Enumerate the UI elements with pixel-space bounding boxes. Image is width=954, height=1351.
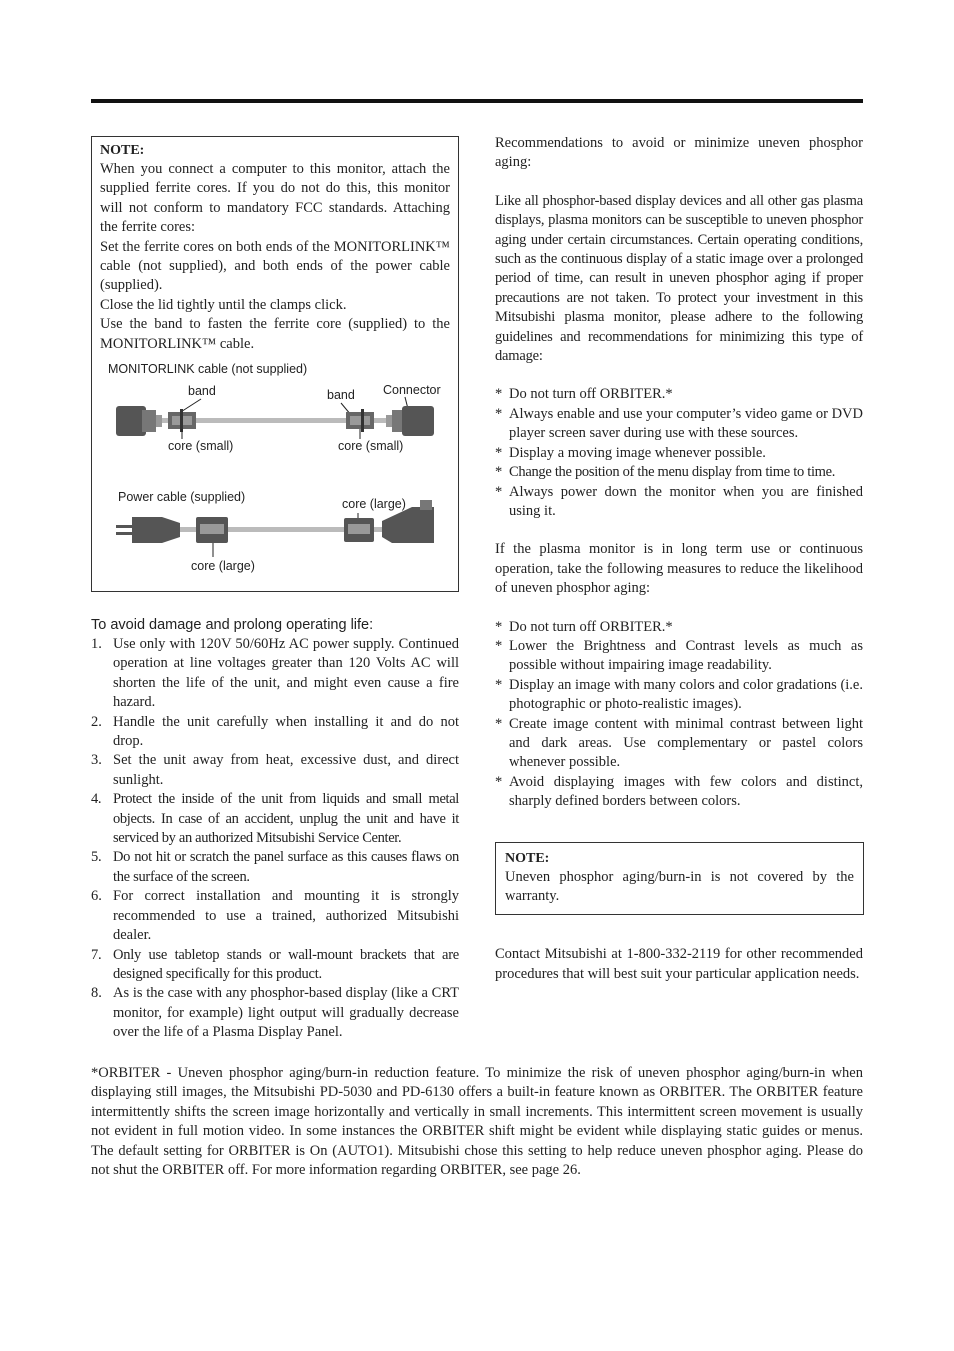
core-small-label-left: core (small) xyxy=(168,439,234,453)
list-item: * Do not turn off ORBITER.* xyxy=(495,386,673,403)
note-title: NOTE: xyxy=(505,850,550,866)
list-item: * Always enable and use your computer’s video game or DVD player screen saver during use with these sources. xyxy=(495,405,863,442)
dvi-plug-right-icon xyxy=(386,406,434,436)
list-item: * Display an image with many colors and color gradations (i.e. photographic or photo-realistic images). xyxy=(495,676,863,713)
recommendations-list-2 xyxy=(495,618,863,812)
dvi-plug-left-icon xyxy=(116,406,162,436)
recommendations-paragraph-1: Like all phosphor-based display devices and all other gas plasma displays, plasma monitors can be susceptible to uneven phosphor aging under certain circumstances. Certain operating conditions, such as the continuous display of a static image over a prolonged period of time, can result in uneven phosphor aging if proper precautions are not taken. To protect your investment in this Mitsubishi plasma monitor, please adhere to the following guidelines and recommendations for minimizing this type of damage: xyxy=(495,192,863,365)
damage-list xyxy=(91,635,459,1043)
list-item: 6. For correct installation and mounting it is strongly recommended to use a trained, authorized Mitsubishi dealer. xyxy=(91,888,459,944)
note-paragraph-2: Set the ferrite cores on both ends of the MONITORLINK™ cable (not supplied), and both ends of the power cable (supplied). xyxy=(100,238,450,294)
warranty-note-text: Uneven phosphor aging/burn-in is not covered by the warranty. xyxy=(505,868,854,904)
ferrite-note-box xyxy=(91,136,459,592)
list-item: * Lower the Brightness and Contrast levels as much as possible without impairing image readability. xyxy=(495,637,863,674)
list-item: 7. Only use tabletop stands or wall-mount brackets that are designed specifically for this product. xyxy=(91,946,459,982)
power-plug-icon xyxy=(116,517,180,543)
monitorlink-cable-label: MONITORLINK cable (not supplied) xyxy=(108,362,308,376)
header-rule xyxy=(91,99,863,103)
list-item: 4. Protect the inside of the unit from liquids and small metal objects. In case of an accident, unplug the unit and have it serviced by an authorized Mitsubishi Service Center. xyxy=(91,791,459,847)
connector-label: Connector xyxy=(383,383,441,397)
list-item: * Avoid displaying images with few colors and distinct, sharply defined borders between colors. xyxy=(495,773,863,810)
list-item: 1. Use only with 120V 50/60Hz AC power supply. Continued operation at line voltages greater than 120 Volts AC will shorten the life of the unit, and might even cause a fire hazard. xyxy=(91,636,459,711)
list-item: * Create image content with minimal contrast between light and dark areas. Use complementary or pastel colors whenever possible. xyxy=(495,715,863,771)
list-item: 5. Do not hit or scratch the panel surface as this causes flaws on the surface of the screen. xyxy=(91,849,459,885)
recommendations-paragraph-2: If the plasma monitor is in long term use or continuous operation, take the following measures to reduce the likelihood of uneven phosphor aging: xyxy=(495,541,863,597)
ferrite-core-large-left-icon xyxy=(196,517,228,543)
recommendations-intro: Recommendations to avoid or minimize uneven phosphor aging: xyxy=(495,135,863,171)
list-item: 3. Set the unit away from heat, excessive dust, and direct sunlight. xyxy=(91,752,459,788)
note-paragraph-3: Close the lid tightly until the clamps click. xyxy=(100,296,347,313)
core-large-label-top: core (large) xyxy=(342,497,406,511)
right-column xyxy=(495,134,863,984)
note-title: NOTE: xyxy=(100,143,145,158)
list-item: 8. As is the case with any phosphor-based display (like a CRT monitor, for example) light output will gradually decrease over the life of a Plasma Display Panel. xyxy=(91,985,459,1041)
contact-paragraph: Contact Mitsubishi at 1-800-332-2119 for other recommended procedures that will best suit your particular application needs. xyxy=(495,946,863,982)
warranty-note-box xyxy=(495,842,864,916)
power-cable-label: Power cable (supplied) xyxy=(118,490,246,504)
recommendations-list-1 xyxy=(495,385,863,521)
ferrite-core-diagram xyxy=(92,357,458,589)
list-item: * Do not turn off ORBITER.* xyxy=(495,618,673,635)
list-item: * Display a moving image whenever possible. xyxy=(495,444,766,461)
ferrite-core-small-left-icon xyxy=(168,409,196,432)
orbiter-footnote: *ORBITER - Uneven phosphor aging/burn-in reduction feature. To minimize the risk of uneven phosphor aging/burn-in when displaying still images, the Mitsubishi PD-5030 and PD-6130 offers a built-in feature known as ORBITER. The ORBITER feature intermittently shifts the screen image horizontally and vertically in small increments. This intermittent screen movement is usually not evident in full motion video. In some instances the ORBITER shift might be evident while displaying static guides or menus. The default setting for ORBITER is On (AUTO1). Mitsubishi chose this setting to help reduce uneven phosphor aging. Please do not shut the ORBITER off. For more information regarding ORBITER, see page 26. xyxy=(91,1065,863,1179)
ferrite-core-small-right-icon xyxy=(346,409,374,432)
band-label-right: band xyxy=(327,388,355,402)
ferrite-core-large-right-icon xyxy=(344,518,374,542)
note-paragraph-1: When you connect a computer to this monitor, attach the supplied ferrite cores. If you do not do this, this monitor will not conform to mandatory FCC standards. Attaching the ferrite cores: xyxy=(100,161,450,236)
damage-heading: To avoid damage and prolong operating life: xyxy=(91,617,374,633)
core-small-label-right: core (small) xyxy=(338,439,404,453)
left-column xyxy=(91,136,459,1043)
list-item: * Change the position of the menu display from time to time. xyxy=(495,464,836,481)
core-large-label-bottom: core (large) xyxy=(191,559,255,573)
note-paragraph-4: Use the band to fasten the ferrite core (supplied) to the MONITORLINK™ cable. xyxy=(100,316,450,352)
band-label-left: band xyxy=(188,384,216,398)
list-item: 2. Handle the unit carefully when installing it and do not drop. xyxy=(91,713,459,750)
list-item: * Always power down the monitor when you are finished using it. xyxy=(495,483,863,519)
